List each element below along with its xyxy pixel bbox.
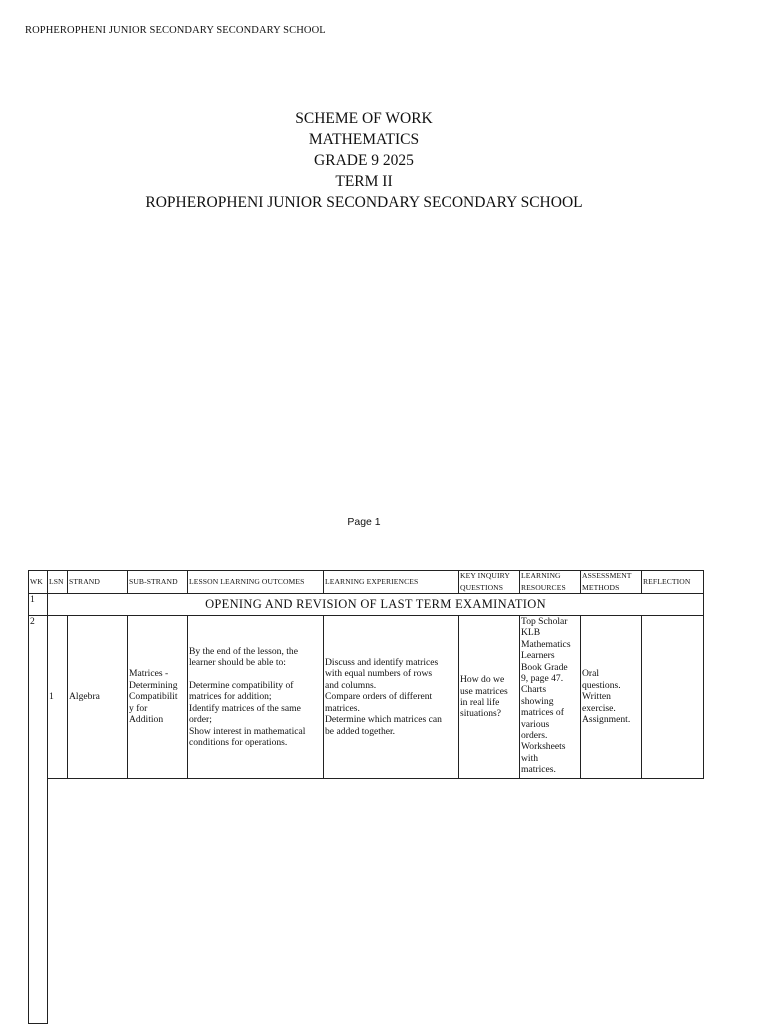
- row2-strand: Algebra: [67, 615, 128, 779]
- row1-opening-text: OPENING AND REVISION OF LAST TERM EXAMINATION: [47, 593, 704, 616]
- document-title: [0, 108, 728, 213]
- row2-lsn: 1: [47, 615, 68, 779]
- title-subject: MATHEMATICS: [308, 131, 420, 148]
- row1-wk: 1: [28, 593, 48, 616]
- row2-experiences: Discuss and identify matrices with equal numbers of rows and columns. Compare orders of different matrices. Determine which matrices can be added together.: [323, 615, 459, 779]
- col-header-questions: KEY INQUIRY QUESTIONS: [458, 570, 520, 594]
- row2-resources: Top Scholar KLB Mathematics Learners Book Grade 9, page 47. Charts showing matrices of various orders. Worksheets with matrices.: [519, 615, 581, 779]
- page-number: Page 1: [347, 516, 381, 528]
- col-header-experiences: LEARNING EXPERIENCES: [323, 570, 459, 594]
- row2-wk: 2: [28, 615, 48, 1024]
- row2-assessment: Oral questions. Written exercise. Assignment.: [580, 615, 642, 779]
- row2-sub-strand: Matrices - Determining Compatibilit y for Addition: [127, 615, 188, 779]
- col-header-outcomes: LESSON LEARNING OUTCOMES: [187, 570, 324, 594]
- title-scheme: SCHEME OF WORK: [295, 110, 433, 127]
- col-header-reflection: REFLECTION: [641, 570, 704, 594]
- title-term: TERM II: [335, 173, 393, 190]
- col-header-sub-strand: SUB-STRAND: [127, 570, 188, 594]
- row2-outcomes: By the end of the lesson, the learner should be able to: Determine compatibility of matrices for addition; Identify matrices of the same order; Show interest in mathematical conditions for operations.: [187, 615, 324, 779]
- title-grade: GRADE 9 2025: [314, 152, 414, 169]
- col-header-assessment: ASSESSMENT METHODS: [580, 570, 642, 594]
- header-school-name: ROPHEROPHENI JUNIOR SECONDARY SECONDARY SCHOOL: [25, 25, 326, 36]
- title-school: ROPHEROPHENI JUNIOR SECONDARY SECONDARY SCHOOL: [145, 194, 583, 211]
- col-header-wk: WK: [28, 570, 48, 594]
- row2-reflection: [641, 615, 704, 779]
- col-header-strand: STRAND: [67, 570, 128, 594]
- col-header-resources: LEARNING RESOURCES: [519, 570, 581, 594]
- col-header-lsn: LSN: [47, 570, 68, 594]
- row2-questions: How do we use matrices in real life situations?: [458, 615, 520, 779]
